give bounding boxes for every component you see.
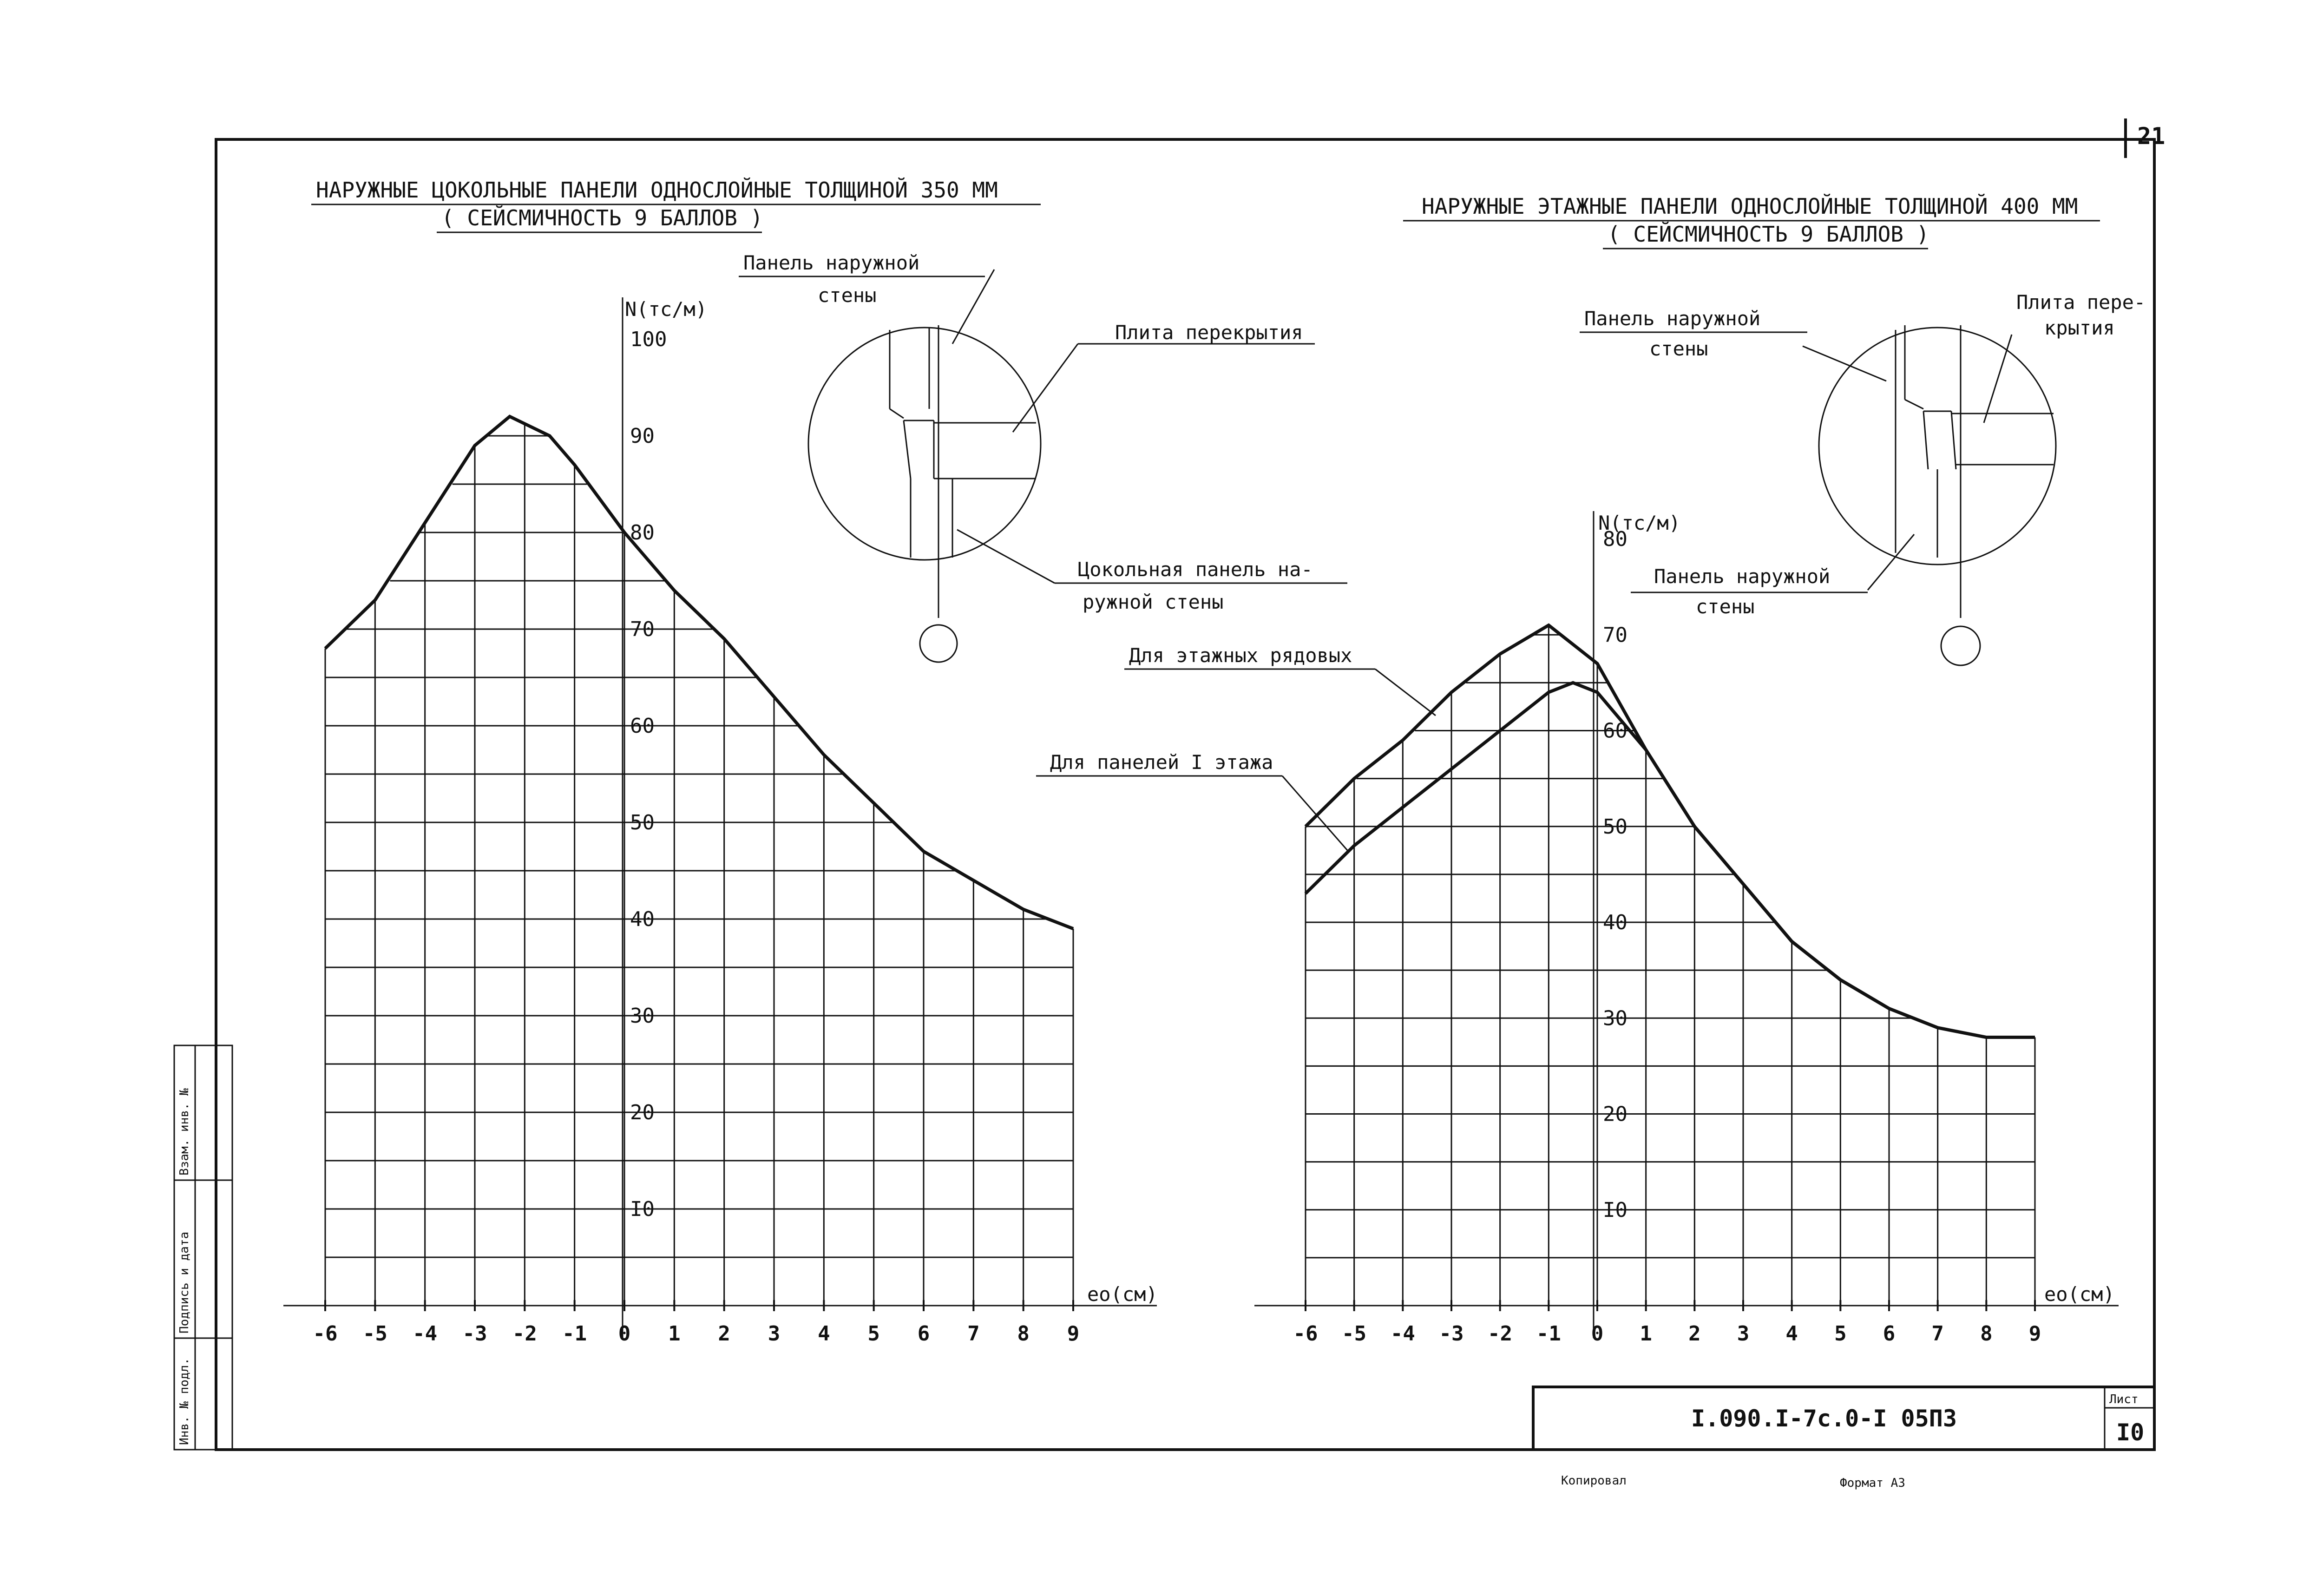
left-detail-label-top-b: стены	[818, 284, 877, 307]
right-y-tick-label: 60	[1603, 719, 1627, 743]
right-x-tick-label: 3	[1737, 1322, 1750, 1346]
right-detail-label-left-b: стены	[1649, 337, 1708, 360]
left-title-line2: ( СЕЙСМИЧНОСТЬ 9 БАЛЛОВ )	[441, 205, 763, 230]
sheet-label: Лист	[2109, 1392, 2139, 1406]
right-y-tick-label: 20	[1603, 1102, 1627, 1126]
right-y-tick-label: 80	[1603, 527, 1627, 551]
left-y-axis-label: N(тс/м)	[625, 298, 708, 321]
left-y-tick-label: 100	[630, 328, 667, 351]
right-chart	[1036, 511, 2119, 1346]
left-x-tick-labels	[313, 1300, 1080, 1346]
left-x-tick-label: 3	[768, 1322, 781, 1346]
left-x-tick-label: 8	[1017, 1322, 1030, 1346]
side-stamp-label-2: Подпись и дата	[177, 1231, 191, 1333]
left-chart-grid	[325, 424, 1073, 1306]
left-x-tick-label: 1	[668, 1322, 681, 1346]
right-x-tick-label: -6	[1293, 1322, 1318, 1346]
left-x-tick-label: -1	[562, 1322, 587, 1346]
left-y-tick-label: 60	[630, 714, 655, 738]
copied-by: Копировал	[1561, 1474, 1627, 1488]
left-joint-detail	[739, 251, 1347, 662]
left-x-tick-label: -3	[462, 1322, 487, 1346]
right-y-tick-label: 70	[1603, 623, 1627, 647]
side-stamp	[174, 1045, 232, 1450]
right-x-tick-label: -5	[1342, 1322, 1367, 1346]
left-x-axis-label: eo(см)	[1087, 1283, 1158, 1306]
right-detail-label-bottom-a: Панель наружной	[1654, 565, 1831, 588]
right-x-tick-label: 4	[1785, 1322, 1798, 1346]
right-x-tick-label: 9	[2028, 1322, 2041, 1346]
right-y-tick-label: 30	[1603, 1006, 1627, 1031]
title-block	[1533, 1387, 2154, 1450]
right-detail-label-bottom-b: стены	[1696, 595, 1755, 618]
right-x-tick-label: -1	[1536, 1322, 1561, 1346]
paper-format: Формат А3	[1840, 1476, 1905, 1490]
right-annotation-first-floor: Для панелей I этажа	[1050, 751, 1273, 774]
left-x-tick-label: -4	[413, 1322, 438, 1346]
left-x-tick-label: 7	[967, 1322, 980, 1346]
right-x-tick-label: 0	[1591, 1322, 1604, 1346]
side-stamp-label-3: Взам. инв. №	[177, 1088, 191, 1176]
document-code: I.090.I-7c.0-I 05ПЗ	[1691, 1405, 1957, 1432]
right-y-tick-label: I0	[1603, 1198, 1627, 1222]
right-detail-label-left-a: Панель наружной	[1584, 307, 1761, 330]
left-y-tick-label: 30	[630, 1004, 655, 1028]
left-y-tick-label: 40	[630, 907, 655, 931]
left-y-tick-label: 90	[630, 424, 655, 448]
left-x-tick-label: -6	[313, 1322, 338, 1346]
right-x-axis-label: eo(см)	[2044, 1283, 2115, 1306]
left-x-tick-label: 0	[618, 1322, 631, 1346]
right-series-line-first-floor	[1306, 683, 2035, 1037]
side-stamp-label-1: Инв. № подл.	[177, 1358, 191, 1445]
right-x-tick-label: 2	[1688, 1322, 1701, 1346]
right-x-tick-label: -3	[1439, 1322, 1464, 1346]
right-x-tick-label: 5	[1834, 1322, 1847, 1346]
left-detail-label-top-a: Панель наружной	[743, 251, 920, 274]
right-title-line1: НАРУЖНЫЕ ЭТАЖНЫЕ ПАНЕЛИ ОДНОСЛОЙНЫЕ ТОЛЩИНОЙ 400 ММ	[1422, 194, 2078, 219]
right-x-tick-label: -4	[1390, 1322, 1415, 1346]
left-y-tick-label: 50	[630, 811, 655, 834]
left-y-tick-label: 70	[630, 617, 655, 641]
right-y-axis-label: N(тс/м)	[1598, 512, 1681, 534]
right-y-tick-label: 50	[1603, 814, 1627, 839]
right-detail-label-right-a: Плита пере-	[2016, 291, 2146, 314]
left-detail-label-bottom-b: ружной стены	[1083, 591, 1224, 613]
right-x-tick-labels	[1293, 1300, 2041, 1346]
left-x-tick-label: -2	[512, 1322, 537, 1346]
right-x-tick-label: 1	[1640, 1322, 1652, 1346]
left-series-line	[325, 416, 1073, 928]
left-y-tick-label: 20	[630, 1101, 655, 1124]
right-x-tick-label: 8	[1980, 1322, 1993, 1346]
right-y-tick-label: 40	[1603, 911, 1627, 934]
left-y-tick-label: 80	[630, 521, 655, 545]
left-x-tick-label: -5	[362, 1322, 387, 1346]
left-x-tick-label: 2	[718, 1322, 730, 1346]
right-detail-label-right-b: крытия	[2044, 316, 2115, 339]
right-series-line-etazhnye	[1306, 625, 2035, 1038]
left-x-tick-label: 5	[867, 1322, 880, 1346]
left-y-tick-label: I0	[630, 1197, 655, 1221]
left-x-tick-label: 6	[917, 1322, 930, 1346]
right-title-line2: ( СЕЙСМИЧНОСТЬ 9 БАЛЛОВ )	[1608, 222, 1929, 247]
left-x-tick-label: 4	[818, 1322, 830, 1346]
right-x-tick-label: -2	[1488, 1322, 1513, 1346]
sheet-number: I0	[2116, 1419, 2145, 1446]
right-x-tick-label: 7	[1931, 1322, 1944, 1346]
right-annotation-etazhnye: Для этажных рядовых	[1129, 644, 1352, 667]
left-title-line1: НАРУЖНЫЕ ЦОКОЛЬНЫЕ ПАНЕЛИ ОДНОСЛОЙНЫЕ ТОЛЩИНОЙ 350 ММ	[316, 177, 998, 203]
left-detail-label-bottom-a: Цокольная панель на-	[1078, 558, 1313, 581]
page-number: 21	[2137, 123, 2166, 150]
left-x-tick-label: 9	[1067, 1322, 1080, 1346]
right-joint-detail	[1580, 291, 2146, 665]
left-chart	[283, 297, 1158, 1346]
left-detail-label-right: Плита перекрытия	[1115, 321, 1303, 344]
right-x-tick-label: 6	[1883, 1322, 1896, 1346]
